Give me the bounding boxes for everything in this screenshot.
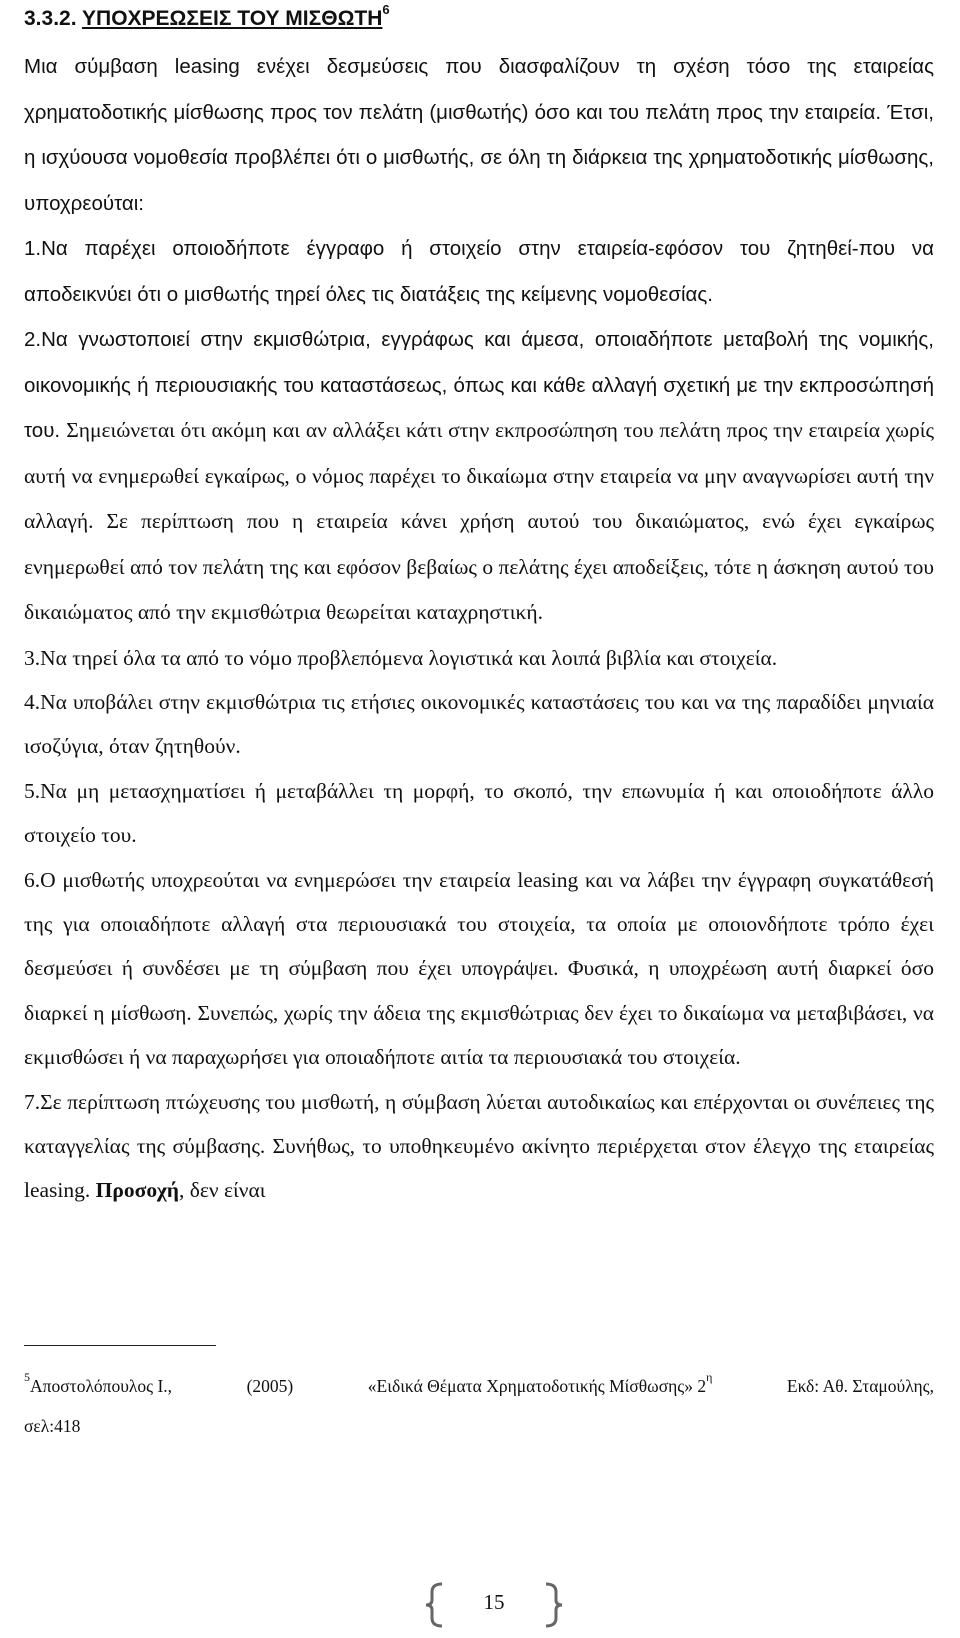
footnote-line-1 xyxy=(24,1366,934,1406)
obligation-item-6: 6.Ο μισθωτής υποχρεούται να ενημερώσει την εταιρεία leasing και να λάβει την έγγραφη συγκατάθεσή της για οποιαδήποτε αλλαγή στα περιουσιακά του στοιχεία, τα οποία με οποιονδήποτε τρόπο έχει δεσμεύσει ή συνδέσει με τη σύμβαση που έχει υπογράψει. Φυσικά, η υποχρέωση αυτή διαρκεί όσο διαρκεί η μίσθωση. Συνεπώς, χωρίς την άδεια της εκμισθώτριας δεν έχει το δικαίωμα να μεταβιβάσει, να εκμισθώσει ή να παραχωρήσει για οποιαδήποτε αιτία τα περιουσιακά του στοιχεία. xyxy=(24,867,934,1070)
obligation-item-3: 3.Να τηρεί όλα τα από το νόμο προβλεπόμενα λογιστικά και λοιπά βιβλία και στοιχεία. xyxy=(24,645,778,670)
footnote-year: (2005) xyxy=(246,1376,294,1396)
obligation-item-1: 1.Να παρέχει οποιοδήποτε έγγραφο ή στοιχείο στην εταιρεία-εφόσον του ζητηθεί-που να αποδεικνύει ότι ο μισθωτής τηρεί όλες τις διατάξεις της κείμενης νομοθεσίας. xyxy=(24,237,934,306)
section-heading xyxy=(24,2,390,36)
obligation-item-4: 4.Να υποβάλει στην εκμισθώτρια τις ετήσιες οικονομικές καταστάσεις του και να της παραδίδει μηνιαία ισοζύγια, όταν ζητηθούν. xyxy=(24,689,934,759)
footnote-page-ref: σελ:418 xyxy=(24,1416,81,1436)
item-7-text: 7.Σε περίπτωση πτώχευσης του μισθωτή, η σύμβαση λύεται αυτοδικαίως και επέρχονται οι συνέπειες της καταγγελίας της σύμβασης. Συνήθως, το υποθηκευμένο ακίνητο περιέρχεται στον έλεγχο της εταιρείας leasing. xyxy=(24,1089,934,1203)
footnote-title: «Ειδικά Θέματα Χρηματοδοτικής Μίσθωσης» 2 xyxy=(367,1376,707,1396)
item-7-end: , δεν είναι xyxy=(178,1178,266,1203)
page-number-box xyxy=(424,1580,564,1630)
footnote-reference[interactable]: 6 xyxy=(382,2,390,17)
attention-word: Προσοχή xyxy=(95,1178,179,1203)
section-number: 3.3.2. xyxy=(24,7,77,30)
obligation-item-2-continued: Σημειώνεται ότι ακόμη και αν αλλάξει κάτι στην εκπροσώπηση του πελάτη προς την εταιρεία χωρίς αυτή να ενημερωθεί εγκαίρως, ο νόμος παρέχει το δικαίωμα στην εταιρεία να μην αναγνωρίσει αυτή την αλλαγή. Σε περίπτωση που η εταιρεία κάνει χρήση αυτού του δικαιώματος, ενώ έχει εγκαίρως ενημερωθεί από τον πελάτη της και εφόσον βεβαίως ο πελάτης έχει αποδείξεις, τότε η άσκηση αυτού του δικαιώματος από την εκμισθώτρια θεωρείται καταχρηστική. xyxy=(24,418,934,624)
obligation-item-7 xyxy=(24,1080,934,1213)
footnote xyxy=(24,1366,934,1446)
intro-paragraph: Μια σύμβαση leasing ενέχει δεσμεύσεις που διασφαλίζουν τη σχέση τόσο της εταιρείας χρηματοδοτικής μίσθωσης προς τον πελάτη (μισθωτής) όσο και του πελάτη προς την εταιρεία. Έτσι, η ισχύουσα νομοθεσία προβλέπει ότι ο μισθωτής, σε όλη τη διάρκεια της χρηματοδοτικής μίσθωσης, υποχρεούται: xyxy=(24,55,934,215)
section-title: ΥΠΟΧΡΕΩΣΕΙΣ ΤΟΥ ΜΙΣΘΩΤΗ xyxy=(82,7,383,30)
obligation-item-5: 5.Να μη μετασχηματίσει ή μεταβάλλει τη μορφή, το σκοπό, την επωνυμία ή και οποιοδήποτε άλλο στοιχείο του. xyxy=(24,778,934,848)
footnote-marker: 5 xyxy=(24,1370,30,1385)
intro-block xyxy=(24,44,934,1213)
footnote-edition-sup: η xyxy=(706,1370,713,1385)
obligation-item-2-start: 2.Να γνωστοποιεί στην εκμισθώτρια, εγγράφως και άμεσα, οποιαδήποτε μεταβολή της νομικής, οικονομικής ή περιουσιακής του καταστάσεως, όπως και κάθε αλλαγή σχετική με την εκπροσώπησή του. xyxy=(24,328,934,442)
footnote-author: Αποστολόπουλος Ι., xyxy=(30,1376,173,1396)
footnote-author-wrap xyxy=(24,1366,172,1406)
footnote-title-wrap xyxy=(368,1366,713,1406)
page-number: 15 xyxy=(483,1590,505,1614)
footnote-divider xyxy=(24,1345,216,1346)
footnote-publisher: Εκδ: Αθ. Σταμούλης, xyxy=(786,1376,934,1396)
